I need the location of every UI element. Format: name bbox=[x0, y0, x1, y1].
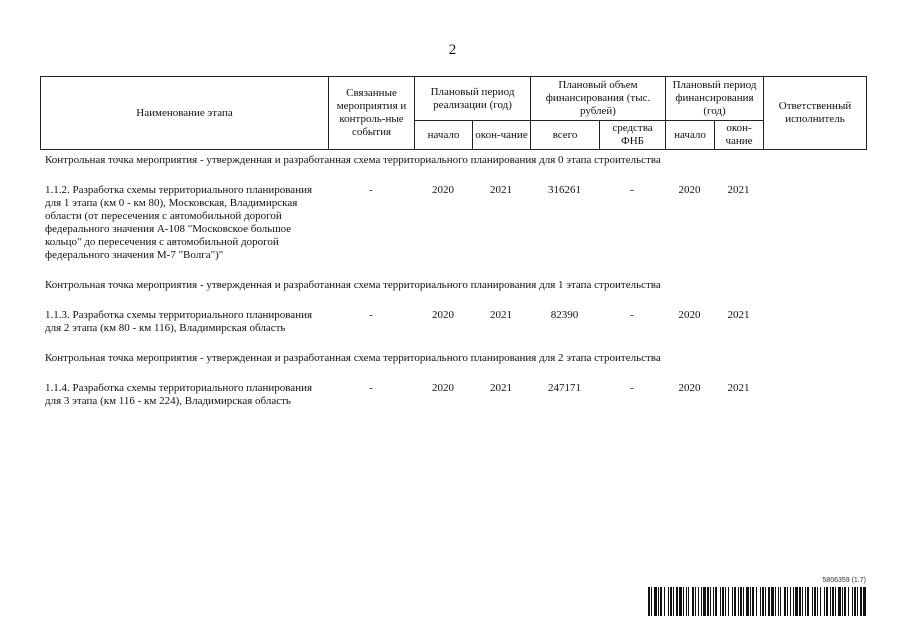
fin-start-cell: 2020 bbox=[678, 382, 701, 394]
barcode bbox=[648, 577, 866, 617]
volume-fnb-cell: - bbox=[630, 309, 634, 321]
header-fin-start: начало bbox=[666, 121, 715, 150]
header-period-start: начало bbox=[415, 121, 473, 150]
volume-total-cell: 247171 bbox=[548, 382, 581, 394]
header-funding-period: Плановый период финансирования (год) bbox=[666, 77, 764, 121]
fin-end-cell: 2021 bbox=[727, 184, 750, 196]
table-header bbox=[40, 76, 867, 150]
fin-start-cell: 2020 bbox=[678, 184, 701, 196]
header-fin-end: окон-чание bbox=[715, 121, 764, 150]
period-start-cell: 2020 bbox=[432, 382, 454, 394]
table-row bbox=[40, 154, 866, 167]
volume-total-cell: 316261 bbox=[548, 184, 581, 196]
fin-end-cell: 2021 bbox=[727, 382, 750, 394]
header-stage-name: Наименование этапа bbox=[41, 77, 329, 150]
control-point-text: Контрольная точка мероприятия - утвержденная и разработанная схема территориального планирования для 2 этапа строительства bbox=[45, 352, 661, 364]
stage-name-cell: 1.1.4. Разработка схемы территориального планирования для 3 этапа (км 116 - км 224), Владимирская область bbox=[45, 382, 313, 407]
control-point-text: Контрольная точка мероприятия - утвержденная и разработанная схема территориального планирования для 1 этапа строительства bbox=[45, 279, 661, 291]
header-funding-volume: Плановый объем финансирования (тыс. рублей) bbox=[531, 77, 666, 121]
barcode-number: 5806359 (1.7) bbox=[822, 577, 866, 584]
header-volume-fnb: средства ФНБ bbox=[600, 121, 666, 150]
table-row bbox=[40, 309, 866, 335]
volume-total-cell: 82390 bbox=[550, 309, 579, 321]
table-row bbox=[40, 184, 866, 262]
volume-fnb-cell: - bbox=[630, 184, 634, 196]
header-executor: Ответственный исполнитель bbox=[764, 77, 867, 150]
related-cell: - bbox=[369, 309, 373, 321]
table-row bbox=[40, 279, 866, 292]
stage-name-cell: 1.1.3. Разработка схемы территориального планирования для 2 этапа (км 80 - км 116), Владимирская область bbox=[45, 309, 313, 334]
header-implementation-period: Плановый период реализации (год) bbox=[415, 77, 531, 121]
header-related-events: Связанные мероприятия и контроль-ные события bbox=[329, 77, 415, 150]
period-start-cell: 2020 bbox=[432, 184, 454, 196]
page-number: 2 bbox=[448, 42, 457, 58]
barcode-bars bbox=[648, 587, 866, 616]
stage-name-cell: 1.1.2. Разработка схемы территориального планирования для 1 этапа (км 0 - км 80), Московская, Владимирская области (от пересечения с автомобильной дорогой федерального значения А-108 "Московское большое кольцо" до пересечения с автомобильной дорогой федерального значения М-7 "Волга")" bbox=[45, 184, 313, 261]
executor-cell bbox=[763, 184, 866, 262]
volume-fnb-cell: - bbox=[630, 382, 634, 394]
period-end-cell: 2021 bbox=[490, 309, 512, 321]
fin-start-cell: 2020 bbox=[678, 309, 701, 321]
table-row bbox=[40, 382, 866, 408]
header-volume-total: всего bbox=[531, 121, 600, 150]
table-body bbox=[40, 154, 866, 408]
table-row bbox=[40, 352, 866, 365]
header-period-end: окон-чание bbox=[473, 121, 531, 150]
related-cell: - bbox=[369, 184, 373, 196]
period-end-cell: 2021 bbox=[490, 382, 512, 394]
control-point-text: Контрольная точка мероприятия - утвержденная и разработанная схема территориального планирования для 0 этапа строительства bbox=[45, 154, 661, 166]
fin-end-cell: 2021 bbox=[727, 309, 750, 321]
executor-cell bbox=[763, 382, 866, 408]
period-end-cell: 2021 bbox=[490, 184, 512, 196]
related-cell: - bbox=[369, 382, 373, 394]
period-start-cell: 2020 bbox=[432, 309, 454, 321]
executor-cell bbox=[763, 309, 866, 335]
